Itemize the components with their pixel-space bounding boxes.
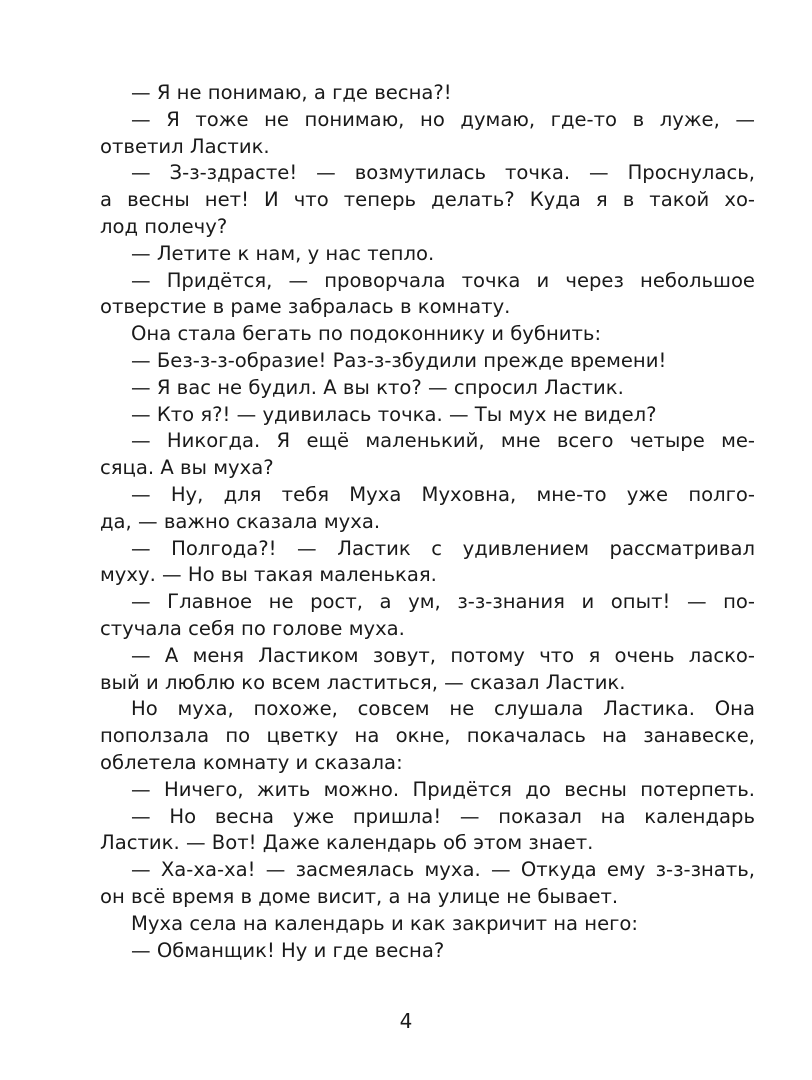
text-line: — З-з-здрасте! — возмутилась точка. — Проснулась, bbox=[131, 161, 755, 185]
text-line: он всё время в доме висит, а на улице не бывает. bbox=[100, 884, 619, 908]
text-line: — Никогда. Я ещё маленький, мне всего четыре ме- bbox=[131, 429, 755, 453]
text-line: — Летите к нам, у нас тепло. bbox=[131, 241, 435, 265]
story-text bbox=[100, 80, 755, 964]
text-line: — Ну, для тебя Муха Муховна, мне-то уже полго- bbox=[131, 482, 755, 506]
text-line: — Кто я?! — удивилась точка. — Ты мух не видел? bbox=[131, 402, 657, 426]
text-line: да, — важно сказала муха. bbox=[100, 509, 381, 533]
text-line: вый и люблю ко всем ластиться, — сказал Ластик. bbox=[100, 670, 626, 694]
text-line: Ластик. — Вот! Даже календарь об этом знает. bbox=[100, 831, 594, 855]
text-line: — Без-з-з-образие! Раз-з-збудили прежде времени! bbox=[131, 348, 667, 372]
text-line: поползала по цветку на окне, покачалась на занавеске, bbox=[100, 724, 755, 748]
text-line: — Я тоже не понимаю, но думаю, где-то в луже, — bbox=[131, 107, 755, 131]
text-line: — А меня Ластиком зовут, потому что я очень ласко- bbox=[131, 643, 755, 667]
text-line: сяца. А вы муха? bbox=[100, 456, 274, 480]
text-line: — Ничего, жить можно. Придётся до весны потерпеть. bbox=[131, 777, 755, 801]
text-line: — Обманщик! Ну и где весна? bbox=[131, 938, 445, 962]
text-line: облетела комнату и сказала: bbox=[100, 750, 403, 774]
text-line: — Я не понимаю, а где весна?! bbox=[131, 81, 452, 104]
text-line: — Я вас не будил. А вы кто? — спросил Ластик. bbox=[131, 375, 624, 399]
text-line: Она стала бегать по подоконнику и бубнить: bbox=[131, 322, 602, 346]
page-number: 4 bbox=[399, 1009, 413, 1033]
text-line: — Главное не рост, а ум, з-з-знания и опыт! — по- bbox=[131, 590, 755, 614]
text-line: ответил Ластик. bbox=[100, 134, 270, 158]
text-line: — Ха-ха-ха! — засмеялась муха. — Откуда ему з-з-знать, bbox=[131, 858, 755, 882]
text-line: — Полгода?! — Ластик с удивлением рассматривал bbox=[131, 536, 755, 560]
text-line: стучала себя по голове муха. bbox=[100, 616, 405, 640]
text-line: Муха села на календарь и как закричит на него: bbox=[131, 911, 639, 935]
text-line: муху. — Но вы такая маленькая. bbox=[100, 563, 437, 587]
text-line: — Но весна уже пришла! — показал на календарь bbox=[131, 804, 755, 828]
text-line: Но муха, похоже, совсем не слушала Ластика. Она bbox=[131, 697, 755, 721]
text-line: отверстие в раме забралась в комнату. bbox=[100, 295, 511, 319]
text-line: — Придётся, — проворчала точка и через небольшое bbox=[131, 268, 755, 292]
text-line: а весны нет! И что теперь делать? Куда я в такой хо- bbox=[100, 188, 755, 212]
text-line: лод полечу? bbox=[100, 214, 228, 238]
